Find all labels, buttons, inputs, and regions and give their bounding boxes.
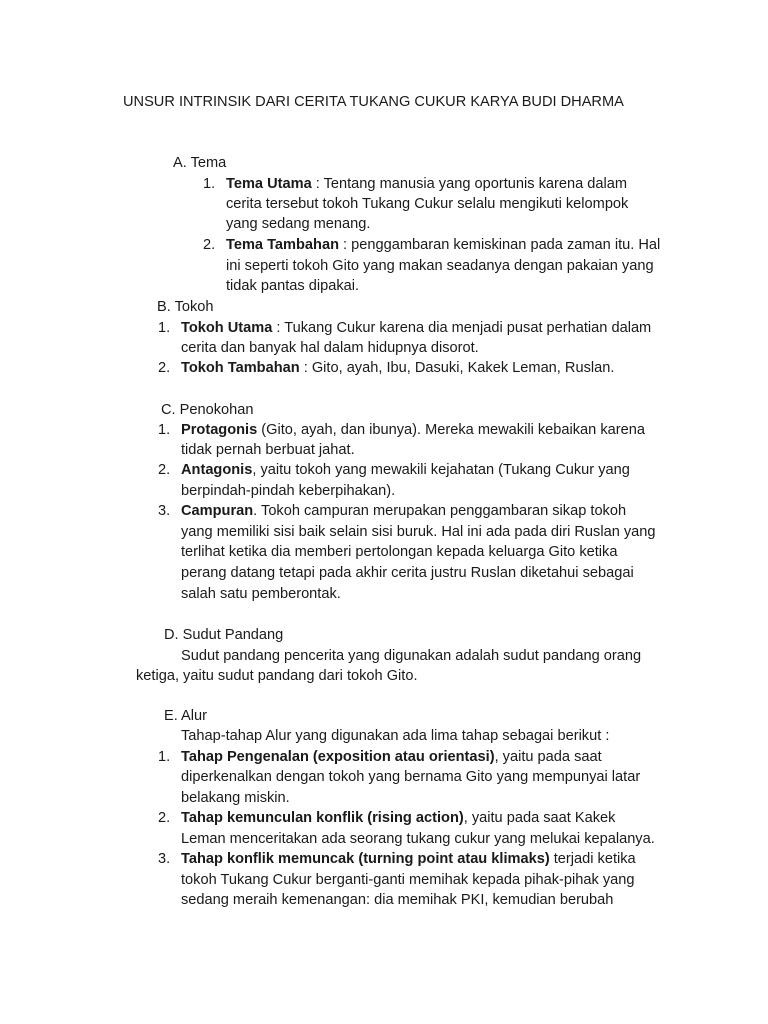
term-label: Tahap Pengenalan (exposition atau orientasi)	[181, 749, 495, 765]
list-item-line: yang memiliki sisi baik selain sisi buruk. Hal ini ada pada diri Ruslan yang	[181, 524, 656, 540]
list-item-line: Tema Utama : Tentang manusia yang oportunis karena dalam	[226, 176, 628, 192]
list-item-line: Tema Tambahan : penggambaran kemiskinan pada zaman itu. Hal	[226, 237, 661, 253]
term-label: Antagonis	[181, 462, 253, 478]
list-item-line: Tokoh Tambahan : Gito, ayah, Ibu, Dasuki, Kakek Leman, Ruslan.	[181, 360, 615, 376]
section-heading-tokoh: B. Tokoh	[157, 299, 214, 315]
list-item-line: cerita tersebut tokoh Tukang Cukur selalu mengikuti kelompok	[226, 196, 629, 212]
list-item-line: belakang miskin.	[181, 790, 290, 806]
term-label: Protagonis	[181, 422, 258, 438]
list-item-line: salah satu pemberontak.	[181, 586, 341, 602]
list-item-line: Campuran. Tokoh campuran merupakan penggambaran sikap tokoh	[181, 503, 627, 519]
list-item-line: Tahap kemunculan konflik (rising action), yaitu pada saat Kakek	[181, 810, 616, 826]
list-item-line: ini seperti tokoh Gito yang makan seadanya dengan pakaian yang	[226, 258, 654, 274]
list-item-line: diperkenalkan dengan tokoh yang bernama Gito yang mempunyai latar	[181, 769, 641, 785]
list-number: 2.	[158, 810, 171, 826]
list-number: 2.	[158, 462, 171, 478]
list-item-line: Protagonis (Gito, ayah, dan ibunya). Mereka mewakili kebaikan karena	[181, 422, 645, 438]
term-label: Tokoh Tambahan	[181, 360, 300, 376]
paragraph-line: ketiga, yaitu sudut pandang dari tokoh Gito.	[136, 668, 418, 684]
term-label: Tema Utama	[226, 176, 312, 192]
list-item-line: terlihat ketika dia memberi pertolongan kepada keluarga Gito ketika	[181, 544, 618, 560]
paragraph-line: Sudut pandang pencerita yang digunakan adalah sudut pandang orang	[181, 648, 642, 664]
term-label: Tema Tambahan	[226, 237, 339, 253]
list-item-line: Antagonis, yaitu tokoh yang mewakili kejahatan (Tukang Cukur yang	[181, 462, 630, 478]
term-label: Tokoh Utama	[181, 320, 273, 336]
term-label: Campuran	[181, 503, 254, 519]
list-number: 1.	[203, 176, 216, 192]
list-item-line: Tahap konflik memuncak (turning point atau klimaks) terjadi ketika	[181, 851, 636, 867]
list-number: 1.	[158, 749, 171, 765]
section-heading-tema: A. Tema	[173, 155, 227, 171]
list-item-line: berpindah-pindah keberpihakan).	[181, 483, 396, 499]
section-heading-penokohan: C. Penokohan	[161, 402, 254, 418]
list-item-line: Tokoh Utama : Tukang Cukur karena dia menjadi pusat perhatian dalam	[181, 320, 652, 336]
list-item-line: Tahap Pengenalan (exposition atau orientasi), yaitu pada saat	[181, 749, 602, 765]
section-heading-alur: E. Alur	[164, 708, 207, 724]
list-item-line: sedang meraih kemenangan: dia memihak PKI, kemudian berubah	[181, 892, 614, 908]
paragraph-line: Tahap-tahap Alur yang digunakan ada lima tahap sebagai berikut :	[181, 728, 610, 744]
list-number: 2.	[158, 360, 171, 376]
list-item-line: Leman menceritakan ada seorang tukang cukur yang melukai kepalanya.	[181, 831, 655, 847]
list-number: 3.	[158, 503, 171, 519]
list-number: 1.	[158, 320, 171, 336]
section-heading-sudut-pandang: D. Sudut Pandang	[164, 627, 284, 643]
list-item-line: perang datang tetapi pada akhir cerita justru Ruslan diketahui sebagai	[181, 565, 634, 581]
term-label: Tahap konflik memuncak (turning point atau klimaks)	[181, 851, 550, 867]
document-title: UNSUR INTRINSIK DARI CERITA TUKANG CUKUR KARYA BUDI DHARMA	[123, 94, 624, 110]
list-item-line: tidak pantas dipakai.	[226, 278, 360, 294]
list-item-line: yang sedang menang.	[226, 216, 371, 232]
list-item-line: tokoh Tukang Cukur berganti-ganti memihak kepada pihak-pihak yang	[181, 872, 635, 888]
list-item-line: tidak pernah berbuat jahat.	[181, 442, 355, 458]
list-item-line: cerita dan banyak hal dalam hidupnya disorot.	[181, 340, 479, 356]
term-label: Tahap kemunculan konflik (rising action)	[181, 810, 464, 826]
list-number: 2.	[203, 237, 216, 253]
list-number: 1.	[158, 422, 171, 438]
list-number: 3.	[158, 851, 171, 867]
